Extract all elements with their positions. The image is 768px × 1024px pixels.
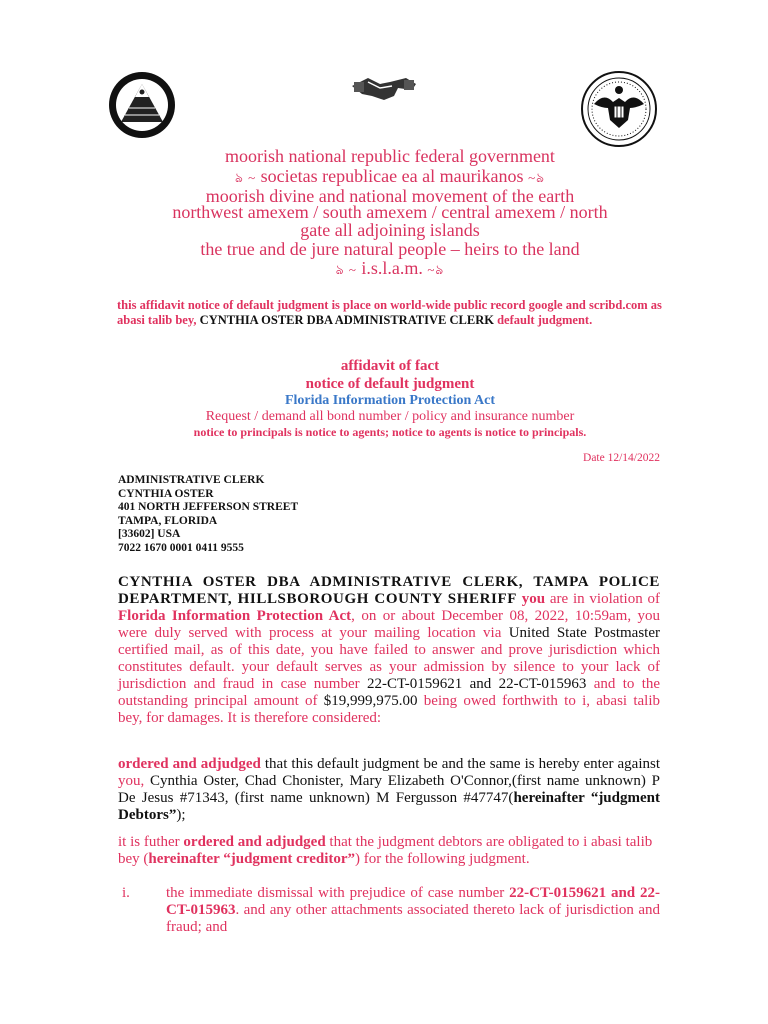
pyramid-seal bbox=[107, 70, 177, 140]
header-line-4: northwest amexem / south amexem / central amexem / north bbox=[172, 202, 608, 222]
para2-s2: that this default judgment be and the same is hereby enter against bbox=[264, 756, 660, 772]
public-record-notice bbox=[117, 298, 662, 328]
pyramid-seal-icon bbox=[107, 70, 177, 140]
para3-creditor: hereinafter “judgment creditor” bbox=[148, 851, 356, 867]
handshake-icon bbox=[350, 72, 418, 104]
address-line: 7022 1670 0001 0411 9555 bbox=[118, 541, 244, 554]
para1-and: and bbox=[469, 676, 492, 692]
violation-paragraph bbox=[118, 574, 660, 727]
para1-you: you bbox=[521, 591, 546, 607]
flourish-right: ~ঌ bbox=[528, 170, 545, 185]
list-item-body bbox=[166, 885, 660, 936]
header-line-2-text: societas republicae ea al maurikanos bbox=[260, 166, 524, 186]
header-line-5: gate all adjoining islands bbox=[300, 220, 480, 240]
recipient-address bbox=[118, 474, 298, 555]
list-item-cases: 22-CT-0159621 and 22-CT-015963 bbox=[166, 885, 661, 918]
para1-amount: $19,999,975.00 bbox=[323, 693, 418, 709]
header-line-7-text: i.s.l.a.m. bbox=[361, 258, 423, 278]
notice-part-2: CYNTHIA OSTER DBA ADMINISTRATIVE CLERK bbox=[199, 313, 494, 327]
para1-act: Florida Information Protection Act bbox=[118, 608, 352, 624]
list-item-s3: . and any other attachments associated thereto lack of jurisdiction and fraud; and bbox=[166, 902, 660, 935]
header-line-6: the true and de jure natural people – heirs to the land bbox=[200, 239, 580, 259]
notice-part-3: default judgment. bbox=[497, 313, 593, 327]
para3-ordered: ordered and adjudged bbox=[183, 834, 326, 850]
defendants-heading: CYNTHIA OSTER DBA ADMINISTRATIVE CLERK, TAMPA POLICE DEPARTMENT, HILLSBOROUGH COUNTY SHERIFF bbox=[118, 574, 660, 607]
list-item-number: i. bbox=[122, 885, 130, 901]
para1-s7: certified mail, as of this date, you have failed to answer and prove jurisdiction which constitutes default. your default serves as your admission by silence to your lack of jurisdiction and fraud in case number bbox=[118, 642, 660, 692]
flourish-left: ঌ ~ bbox=[235, 170, 257, 185]
eagle-seal-icon bbox=[580, 70, 658, 148]
title-act: Florida Information Protection Act bbox=[284, 393, 496, 408]
date: Date 12/14/2022 bbox=[583, 452, 660, 464]
flourish-left: ঌ ~ bbox=[335, 262, 357, 277]
para3-s1: it is futher bbox=[118, 834, 180, 850]
para2-you: you, bbox=[118, 773, 145, 789]
address-line: 401 NORTH JEFFERSON STREET bbox=[118, 501, 299, 513]
para2-s6: ); bbox=[176, 807, 186, 823]
para1-s13: being owed forthwith to i, abasi talib bey, for damages. It is therefore considered: bbox=[118, 693, 660, 726]
list-item-s1: the immediate dismissal with prejudice of case number bbox=[166, 885, 505, 901]
further-ordered-paragraph bbox=[118, 834, 660, 868]
list-item bbox=[118, 885, 660, 936]
handshake-emblem bbox=[350, 72, 418, 104]
para3-s3: that the judgment debtors are obligated to i abasi talib bey ( bbox=[118, 834, 653, 867]
header-line-1: moorish national republic federal government bbox=[225, 146, 555, 166]
ordered-paragraph bbox=[118, 756, 660, 824]
para1-s11: and to the outstanding principal amount of bbox=[118, 676, 661, 709]
header-line-7 bbox=[110, 258, 670, 280]
title-notice: notice of default judgment bbox=[305, 376, 475, 392]
title-principals: notice to principals is notice to agents; notice to agents is notice to principals. bbox=[193, 425, 587, 439]
title-affidavit: affidavit of fact bbox=[340, 358, 440, 374]
para1-postmaster: United State Postmaster bbox=[508, 625, 660, 641]
address-line: ADMINISTRATIVE CLERK bbox=[118, 474, 265, 486]
para3-s5: ) for the following judgment. bbox=[355, 851, 530, 867]
para1-case-2: 22-CT-015963 bbox=[498, 676, 587, 692]
para1-case-1: 22-CT-0159621 bbox=[366, 676, 463, 692]
address-line: TAMPA, FLORIDA bbox=[118, 514, 218, 527]
header-line-3: moorish divine and national movement of the earth bbox=[205, 186, 575, 206]
notice-part-1: this affidavit notice of default judgment is place on world-wide public record google and scribd.com as abasi talib bey, bbox=[117, 298, 662, 327]
address-line: [33602] USA bbox=[118, 528, 181, 540]
para2-names: Cynthia Oster, Chad Chonister, Mary Elizabeth O'Connor,(first name unknown) P De Jesus #71343, (first name unknown) M Fergusson #47747( bbox=[118, 773, 661, 806]
flourish-right: ~ঌ bbox=[427, 262, 445, 277]
eagle-seal bbox=[580, 70, 658, 148]
header-line-2 bbox=[110, 166, 670, 188]
para2-ordered: ordered and adjudged bbox=[118, 756, 261, 772]
address-line: CYNTHIA OSTER bbox=[118, 487, 214, 500]
para1-s5: , on or about December 08, 2022, 10:59am, you were duly served with process at your mailing location via bbox=[118, 608, 660, 641]
para1-s3: are in violation of bbox=[549, 591, 660, 607]
title-request: Request / demand all bond number / policy and insurance number bbox=[205, 409, 575, 424]
para2-debtors: hereinafter “judgment Debtors” bbox=[118, 790, 660, 823]
